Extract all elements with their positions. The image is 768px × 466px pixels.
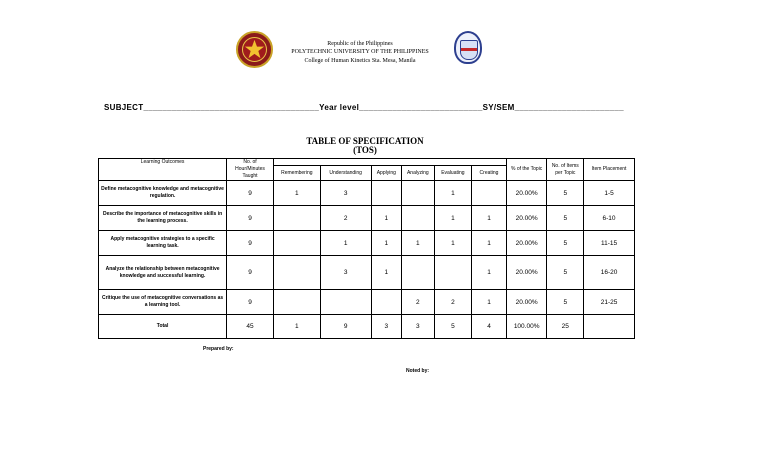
applying-cell xyxy=(371,181,402,206)
applying-cell xyxy=(371,290,402,315)
total-creating-cell: 4 xyxy=(472,315,507,339)
learning-outcome-cell: Describe the importance of metacognitive skills in the learning process. xyxy=(99,206,227,231)
placement-cell: 21-25 xyxy=(584,290,635,315)
header-college: College of Human Kinetics Sta. Mesa, Manila xyxy=(304,58,416,64)
hours-cell: 9 xyxy=(227,290,274,315)
year-level-field[interactable]: Year level__________________________ xyxy=(319,103,483,112)
header-creating: Creating xyxy=(472,166,507,181)
analyzing-cell xyxy=(402,181,435,206)
learning-outcome-cell: Critique the use of metacognitive conversations as a learning tool. xyxy=(99,290,227,315)
items-cell: 5 xyxy=(547,181,584,206)
placement-cell: 1-5 xyxy=(584,181,635,206)
hours-cell: 9 xyxy=(227,256,274,290)
analyzing-cell xyxy=(402,256,435,290)
header-university: POLYTECHNIC UNIVERSITY OF THE PHILIPPINES xyxy=(291,49,429,55)
header-percent: % of the Topic xyxy=(506,159,547,181)
items-cell: 5 xyxy=(547,256,584,290)
learning-outcome-cell: Apply metacognitive strategies to a specific learning task. xyxy=(99,231,227,256)
evaluating-cell: 1 xyxy=(434,231,472,256)
page-title: TABLE OF SPECIFICATION xyxy=(306,136,424,146)
items-cell: 5 xyxy=(547,231,584,256)
placement-cell: 16-20 xyxy=(584,256,635,290)
total-remembering-cell: 1 xyxy=(273,315,320,339)
tos-table xyxy=(98,158,635,339)
total-label: Total xyxy=(99,315,227,339)
percent-cell: 20.00% xyxy=(506,231,547,256)
hours-cell: 9 xyxy=(227,206,274,231)
understanding-cell: 2 xyxy=(320,206,371,231)
header-evaluating: Evaluating xyxy=(434,166,472,181)
learning-outcome-cell: Define metacognitive knowledge and metacognitive regulation. xyxy=(99,181,227,206)
creating-cell: 1 xyxy=(472,256,507,290)
remembering-cell xyxy=(273,231,320,256)
creating-cell: 1 xyxy=(472,206,507,231)
page-subtitle: (TOS) xyxy=(353,145,377,155)
items-cell: 5 xyxy=(547,206,584,231)
header-items: No. of Items per Topic xyxy=(547,159,584,181)
header-learning-outcomes: Learning Outcomes xyxy=(99,159,227,181)
header-analyzing: Analyzing xyxy=(402,166,435,181)
applying-cell: 1 xyxy=(371,206,402,231)
header-republic: Republic of the Philippines xyxy=(327,41,393,47)
remembering-cell: 1 xyxy=(273,181,320,206)
total-evaluating-cell: 5 xyxy=(434,315,472,339)
total-analyzing-cell: 3 xyxy=(402,315,435,339)
table-row xyxy=(99,256,635,290)
percent-cell: 20.00% xyxy=(506,181,547,206)
header-placement: Item Placement xyxy=(584,159,635,181)
table-row xyxy=(99,181,635,206)
total-placement-cell xyxy=(584,315,635,339)
placement-cell: 6-10 xyxy=(584,206,635,231)
header-blooms-group xyxy=(273,159,506,166)
hours-cell: 9 xyxy=(227,231,274,256)
total-percent-cell: 100.00% xyxy=(506,315,547,339)
header-remembering: Remembering xyxy=(273,166,320,181)
hours-cell: 9 xyxy=(227,181,274,206)
understanding-cell xyxy=(320,290,371,315)
table-row xyxy=(99,231,635,256)
creating-cell xyxy=(472,181,507,206)
header-understanding: Understanding xyxy=(320,166,371,181)
percent-cell: 20.00% xyxy=(506,206,547,231)
table-row xyxy=(99,290,635,315)
remembering-cell xyxy=(273,256,320,290)
analyzing-cell: 2 xyxy=(402,290,435,315)
percent-cell: 20.00% xyxy=(506,290,547,315)
total-applying-cell: 3 xyxy=(371,315,402,339)
remembering-cell xyxy=(273,206,320,231)
evaluating-cell: 1 xyxy=(434,206,472,231)
prepared-by-label: Prepared by: xyxy=(203,346,234,352)
header-hours: No. of Hour/Minutes Taught xyxy=(227,159,274,181)
evaluating-cell: 2 xyxy=(434,290,472,315)
percent-cell: 20.00% xyxy=(506,256,547,290)
understanding-cell: 1 xyxy=(320,231,371,256)
form-fields-line xyxy=(104,103,624,112)
header-applying: Applying xyxy=(371,166,402,181)
subject-field[interactable]: SUBJECT_____________________________________ xyxy=(104,103,320,112)
applying-cell: 1 xyxy=(371,231,402,256)
table-row xyxy=(99,206,635,231)
applying-cell: 1 xyxy=(371,256,402,290)
noted-by-label: Noted by: xyxy=(406,368,430,374)
placement-cell: 11-15 xyxy=(584,231,635,256)
analyzing-cell xyxy=(402,206,435,231)
evaluating-cell xyxy=(434,256,472,290)
understanding-cell: 3 xyxy=(320,181,371,206)
items-cell: 5 xyxy=(547,290,584,315)
sy-sem-field[interactable]: SY/SEM_______________________ xyxy=(482,103,624,112)
total-items-cell: 25 xyxy=(547,315,584,339)
creating-cell: 1 xyxy=(472,290,507,315)
total-hours-cell: 45 xyxy=(227,315,274,339)
understanding-cell: 3 xyxy=(320,256,371,290)
learning-outcome-cell: Analyze the relationship between metacognitive knowledge and successful learning. xyxy=(99,256,227,290)
creating-cell: 1 xyxy=(472,231,507,256)
total-understanding-cell: 9 xyxy=(320,315,371,339)
remembering-cell xyxy=(273,290,320,315)
total-row xyxy=(99,315,635,339)
evaluating-cell: 1 xyxy=(434,181,472,206)
analyzing-cell: 1 xyxy=(402,231,435,256)
